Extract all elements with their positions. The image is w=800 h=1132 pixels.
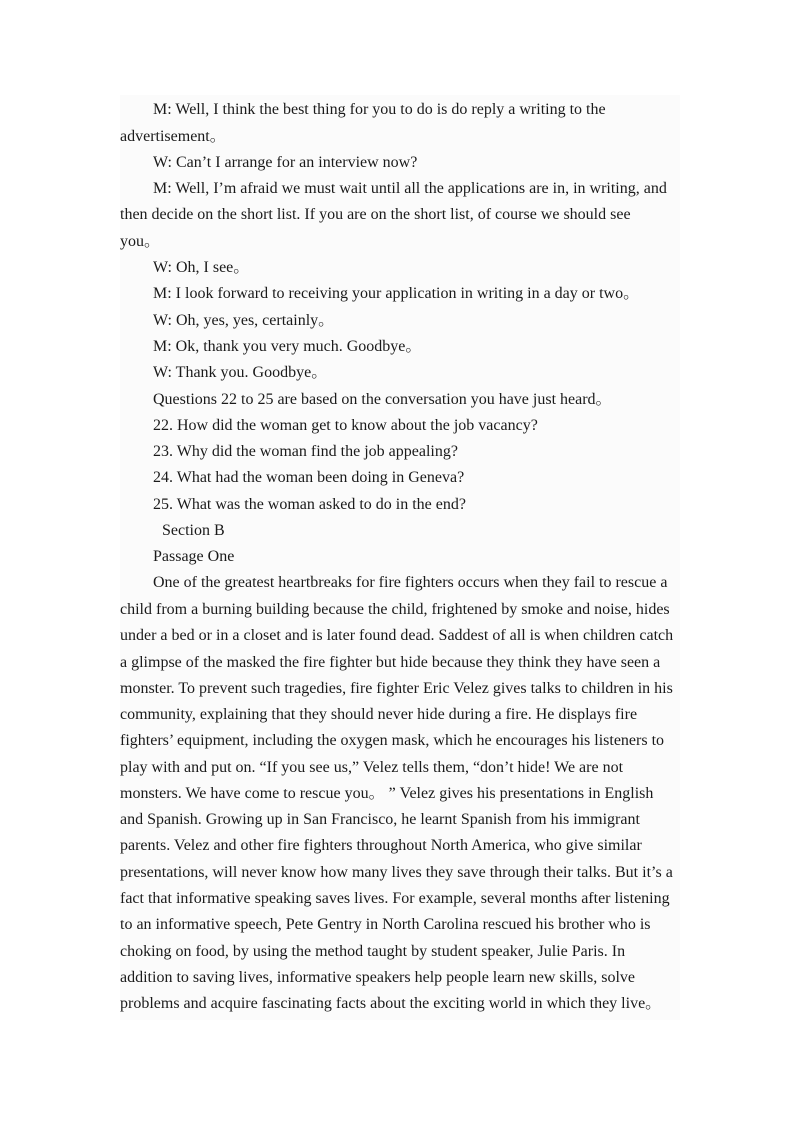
- passage-line: addition to saving lives, informative speakers help people learn new skills, solve: [120, 969, 635, 986]
- document-text: [120, 95, 680, 1020]
- question-line: 22. How did the woman get to know about the job vacancy?: [153, 417, 538, 434]
- dialogue-line: W: Oh, yes, yes, certainly。: [153, 312, 335, 329]
- passage-line: fact that informative speaking saves lives. For example, several months after listening: [120, 890, 670, 907]
- dialogue-line: M: Well, I think the best thing for you to do is do reply a writing to the: [153, 101, 606, 118]
- passage-line: under a bed or in a closet and is later found dead. Saddest of all is when children catch: [120, 627, 674, 644]
- dialogue-line: W: Oh, I see。: [153, 259, 250, 276]
- passage-line: presentations, will never know how many lives they save through their talks. But it’s a: [120, 864, 673, 881]
- dialogue-line: you。: [120, 233, 161, 250]
- passage-line: community, explaining that they should never hide during a fire. He displays fire: [120, 706, 638, 723]
- question-line: 24. What had the woman been doing in Geneva?: [153, 469, 465, 486]
- passage-line: monster. To prevent such tragedies, fire fighter Eric Velez gives talks to children in his: [120, 680, 673, 697]
- question-line: 23. Why did the woman find the job appealing?: [153, 443, 458, 460]
- passage-line: child from a burning building because the child, frightened by smoke and noise, hides: [120, 601, 670, 618]
- section-heading: Section B: [162, 522, 225, 539]
- dialogue-line: M: Well, I’m afraid we must wait until all the applications are in, in writing, and: [153, 180, 667, 197]
- passage-line: parents. Velez and other fire fighters throughout North America, who give similar: [120, 837, 642, 854]
- passage-line: problems and acquire fascinating facts about the exciting world in which they live。: [120, 995, 662, 1012]
- passage-line: play with and put on. “If you see us,” Velez tells them, “don’t hide! We are not: [120, 759, 624, 776]
- dialogue-line: then decide on the short list. If you are on the short list, of course we should see: [120, 206, 631, 223]
- passage-line: monsters. We have come to rescue you。 ” Velez gives his presentations in English: [120, 785, 654, 802]
- passage-line: choking on food, by using the method taught by student speaker, Julie Paris. In: [120, 943, 626, 960]
- passage-line: a glimpse of the masked the fire fighter but hide because they think they have seen a: [120, 654, 661, 671]
- dialogue-line: W: Thank you. Goodbye。: [153, 364, 328, 381]
- passage-line: and Spanish. Growing up in San Francisco, he learnt Spanish from his immigrant: [120, 811, 640, 828]
- questions-intro: Questions 22 to 25 are based on the conversation you have just heard。: [153, 391, 612, 408]
- passage-line: fighters’ equipment, including the oxygen mask, which he encourages his listeners to: [120, 732, 665, 749]
- passage-line: One of the greatest heartbreaks for fire fighters occurs when they fail to rescue a: [153, 574, 668, 591]
- dialogue-line: M: I look forward to receiving your application in writing in a day or two。: [153, 285, 640, 302]
- dialogue-line: W: Can’t I arrange for an interview now?: [153, 154, 418, 171]
- passage-heading: Passage One: [153, 548, 235, 565]
- dialogue-line: advertisement。: [120, 128, 226, 145]
- dialogue-line: M: Ok, thank you very much. Goodbye。: [153, 338, 422, 355]
- passage-line: to an informative speech, Pete Gentry in North Carolina rescued his brother who is: [120, 916, 651, 933]
- question-line: 25. What was the woman asked to do in the end?: [153, 496, 466, 513]
